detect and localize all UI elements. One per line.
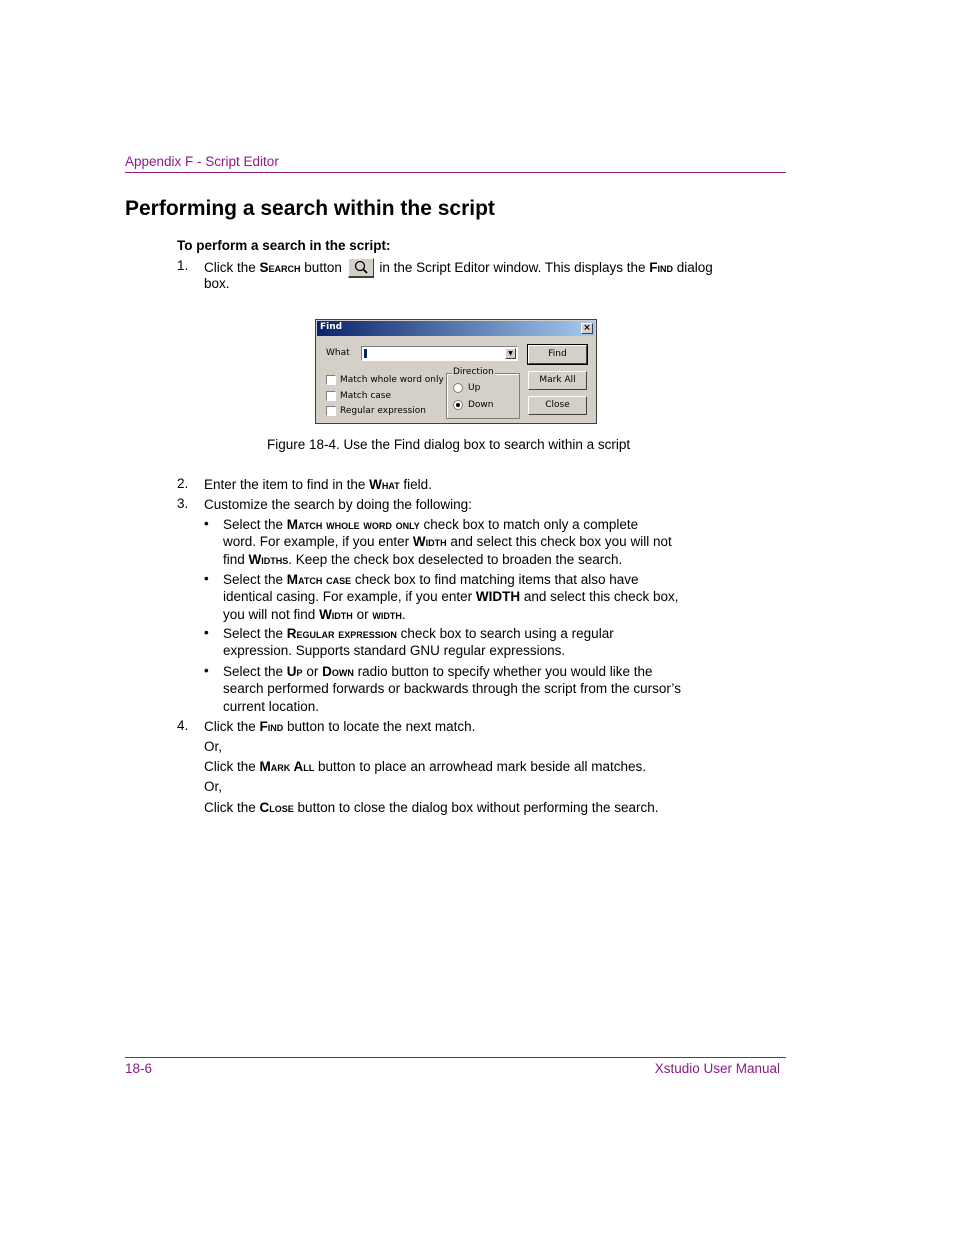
- ui-term: Regular expression: [286, 626, 397, 641]
- close-button[interactable]: Close: [528, 396, 587, 415]
- match-case-checkbox[interactable]: [326, 391, 336, 401]
- text: word. For example, if you enter: [223, 534, 413, 550]
- bullet-3-text: [223, 625, 614, 660]
- magnifier-icon: [349, 259, 373, 276]
- what-field[interactable]: [361, 346, 518, 361]
- header-rule: [125, 172, 786, 173]
- ui-term: Widths: [248, 551, 289, 567]
- dialog-title: Find: [320, 322, 343, 332]
- ui-term: Find: [649, 260, 673, 275]
- line: [223, 533, 672, 550]
- step-number: 4.: [177, 718, 189, 733]
- bullet-4-text: [223, 663, 681, 715]
- page-number: 18-6: [125, 1061, 153, 1076]
- direction-label: Direction: [453, 367, 494, 377]
- text: find: [223, 551, 249, 567]
- direction-group: [446, 373, 520, 419]
- close-icon[interactable]: ×: [581, 323, 593, 334]
- line: [223, 625, 614, 642]
- step-2-text: [204, 476, 432, 493]
- mark-all-button[interactable]: Mark All: [528, 371, 587, 390]
- text: check box to search using a regular: [396, 626, 614, 641]
- text: button to locate the next match.: [283, 719, 476, 734]
- text: . Keep the check box deselected to broaden the search.: [288, 551, 623, 567]
- section-title: Performing a search within the script: [125, 197, 495, 220]
- step-4-line-2: [204, 758, 646, 775]
- ui-term: Match case: [286, 572, 352, 587]
- line: [223, 571, 678, 588]
- footer-title: Xstudio User Manual: [654, 1061, 780, 1076]
- down-radio[interactable]: [453, 400, 463, 410]
- ui-term: Find: [259, 719, 284, 734]
- line: [223, 606, 678, 623]
- what-label: What: [326, 348, 350, 358]
- ui-term: Width: [412, 534, 447, 550]
- line: search performed forwards or backwards through the script from the cursor’s: [223, 681, 681, 697]
- text: Click the: [204, 759, 260, 774]
- ui-term: Up: [286, 664, 303, 679]
- search-button[interactable]: [348, 258, 374, 278]
- text: button: [300, 260, 346, 275]
- text: .: [401, 606, 406, 622]
- step-1-text: [204, 258, 764, 278]
- step-number: 3.: [177, 496, 189, 511]
- step-4-or: Or,: [204, 779, 223, 794]
- find-dialog: [315, 319, 597, 424]
- text: check box to match only a complete: [419, 517, 639, 532]
- text: and select this check box you will not: [446, 534, 672, 550]
- bullet-mark: •: [204, 625, 209, 640]
- bullet-2-text: [223, 571, 678, 623]
- ui-term: Match whole word only: [286, 517, 420, 532]
- ui-term: Down: [322, 664, 354, 679]
- chevron-down-icon[interactable]: ▼: [505, 348, 516, 359]
- line: current location.: [223, 698, 320, 714]
- text: Select the: [223, 517, 287, 532]
- down-label: Down: [468, 400, 494, 410]
- bullet-mark: •: [204, 571, 209, 586]
- text: Select the: [223, 572, 287, 587]
- step-4-line-3: [204, 799, 659, 816]
- text: or: [352, 606, 373, 622]
- text: button to place an arrowhead mark beside all matches.: [314, 759, 646, 774]
- ui-term: width: [372, 606, 402, 622]
- dialog-titlebar: [317, 321, 595, 336]
- text: Click the: [204, 260, 260, 275]
- ui-term: WIDTH: [475, 589, 521, 605]
- line: expression. Supports standard GNU regular expressions.: [223, 643, 566, 659]
- text: Select the: [223, 626, 287, 641]
- bullet-mark: •: [204, 516, 209, 531]
- ui-term: What: [369, 477, 400, 492]
- text: field.: [399, 477, 432, 492]
- step-1-text-cont: box.: [204, 276, 230, 291]
- radio-selected-dot: [456, 403, 460, 407]
- ui-term: Mark All: [259, 759, 315, 774]
- text: Select the: [223, 664, 287, 679]
- text: Click the: [204, 719, 260, 734]
- line: [223, 588, 678, 605]
- running-header: Appendix F - Script Editor: [125, 154, 279, 169]
- text: or: [302, 664, 323, 679]
- up-radio[interactable]: [453, 383, 463, 393]
- up-label: Up: [468, 383, 481, 393]
- ui-term: Close: [259, 800, 294, 815]
- line: [223, 516, 672, 533]
- text: radio button to specify whether you would like the: [353, 664, 653, 679]
- text: in the Script Editor window. This displays the: [375, 260, 650, 275]
- find-button[interactable]: Find: [528, 345, 587, 364]
- ui-term: Search: [259, 260, 301, 275]
- match-case-label: Match case: [340, 391, 392, 401]
- text: button to close the dialog box without performing the search.: [293, 800, 659, 815]
- step-number: 1.: [177, 258, 189, 273]
- step-4-or: Or,: [204, 739, 223, 754]
- step-3-text: Customize the search by doing the following:: [204, 497, 472, 512]
- text: identical casing. For example, if you enter: [223, 589, 476, 605]
- bullet-mark: •: [204, 663, 209, 678]
- ui-term: Width: [319, 606, 353, 622]
- regex-checkbox[interactable]: [326, 406, 336, 416]
- line: [223, 663, 681, 680]
- line: [223, 551, 672, 568]
- step-4-line-1: [204, 718, 475, 735]
- step-number: 2.: [177, 476, 189, 491]
- text: Enter the item to find in the: [204, 477, 370, 492]
- footer-rule: [125, 1057, 786, 1058]
- text: Click the: [204, 800, 260, 815]
- bullet-1-text: [223, 516, 672, 568]
- figure-caption: Figure 18-4. Use the Find dialog box to search within a script: [267, 437, 631, 452]
- text: you will not find: [223, 606, 320, 622]
- text: dialog: [672, 260, 713, 275]
- regex-label: Regular expression: [340, 406, 426, 416]
- text-caret: [364, 349, 367, 358]
- procedure-heading: To perform a search in the script:: [177, 238, 391, 253]
- text: and select this check box,: [520, 589, 679, 605]
- match-whole-word-checkbox[interactable]: [326, 375, 336, 385]
- match-whole-word-label: Match whole word only: [340, 375, 444, 385]
- text: check box to find matching items that also have: [351, 572, 639, 587]
